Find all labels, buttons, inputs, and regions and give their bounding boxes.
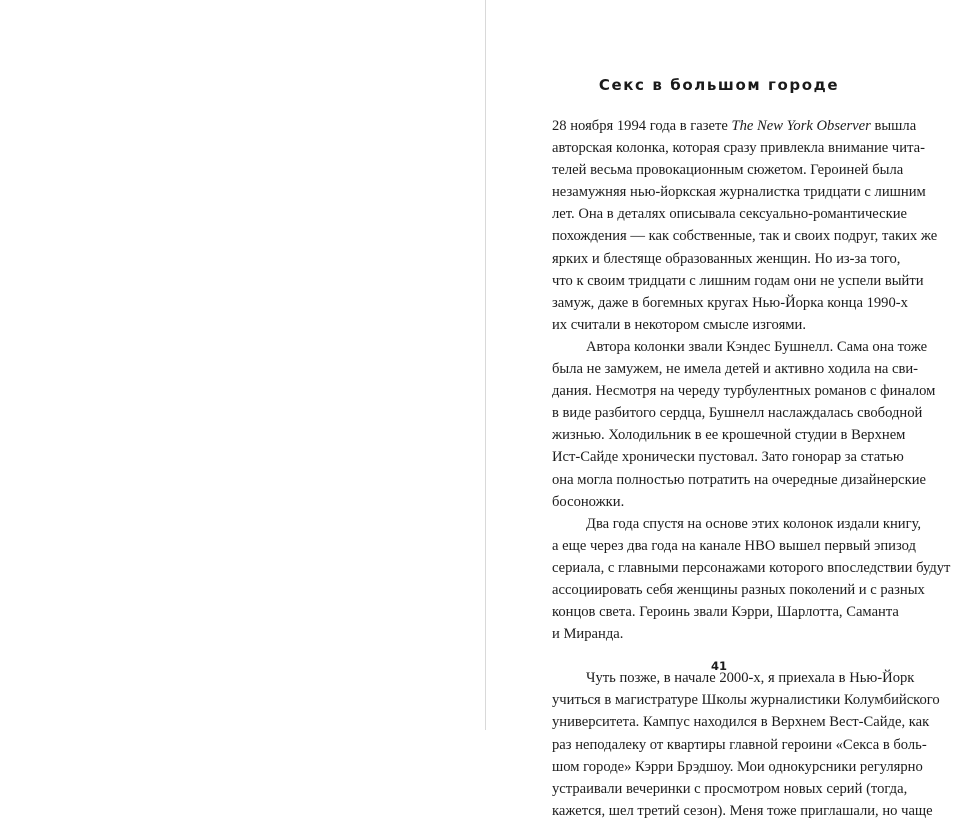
text-line: Автора колонки звали Кэндес Бушнелл. Сама она тоже — [586, 338, 928, 355]
text-line: дания. Несмотря на череду турбулентных романов с финалом — [552, 383, 936, 400]
chapter-title: Секс в большом городе — [598, 76, 840, 94]
text-line: ассоциировать себя женщины разных поколений и с разных — [552, 581, 925, 598]
text-line: авторская колонка, которая сразу привлекла внимание чита- — [552, 140, 925, 157]
text-line: раз неподалеку от квартиры главной героини «Секса в боль- — [552, 736, 927, 753]
paragraph-2 — [552, 336, 936, 513]
text-line: похождения — как собственные, так и своих подруг, таких же — [552, 228, 938, 245]
text-line: босоножки. — [552, 493, 625, 510]
left-page-blank — [0, 0, 485, 730]
right-page — [486, 0, 970, 819]
text-line: Чуть позже, в начале 2000-х, я приехала в Нью-Йорк — [586, 670, 915, 687]
text-line: незамужняя нью-йоркская журналистка тридцати с лишним — [552, 184, 926, 201]
text-line: Ист-Сайде хронически пустовал. Зато гонорар за статью — [552, 449, 904, 466]
paragraph-1 — [552, 115, 938, 336]
page-number: 41 — [710, 659, 727, 673]
text-line: кажется, шел третий сезон). Меня тоже приглашали, но чаще — [552, 802, 933, 819]
text-line: университета. Кампус находился в Верхнем Вест-Сайде, как — [552, 714, 930, 731]
paragraph-3 — [552, 513, 951, 646]
chapter-body — [552, 115, 951, 822]
text-line: Два года спустя на основе этих колонок издали книгу, — [586, 515, 922, 532]
text-line: сериала, с главными персонажами которого впоследствии будут — [552, 559, 951, 576]
text-line: шом городе» Кэрри Брэдшоу. Мои однокурсники регулярно — [552, 758, 923, 775]
text-line: она могла полностью потратить на очередные дизайнерские — [552, 471, 927, 488]
text-line: ярких и блестяще образованных женщин. Но из-за того, — [552, 250, 901, 267]
text-line: а еще через два года на канале HBO вышел первый эпизод — [552, 537, 916, 554]
text-line: была не замужем, не имела детей и активно ходила на сви- — [552, 361, 919, 378]
text-line: в виде разбитого сердца, Бушнелл наслаждалась свободной — [552, 405, 923, 422]
text-line: и Миранда. — [552, 626, 624, 643]
text-line: учиться в магистратуре Школы журналистики Колумбийского — [552, 692, 940, 709]
text-line: концов света. Героинь звали Кэрри, Шарлотта, Саманта — [552, 604, 899, 621]
text-line: жизнью. Холодильник в ее крошечной студии в Верхнем — [552, 427, 906, 444]
text-line: замуж, даже в богемных кругах Нью-Йорка конца 1990-х — [552, 294, 908, 311]
text-line: телей весьма провокационным сюжетом. Героиней была — [552, 162, 904, 179]
text-line: что к своим тридцати с лишним годам они не успели выйти — [552, 272, 924, 289]
text-line: их считали в некотором смысле изгоями. — [552, 316, 806, 333]
italic-title: The New York Observer — [731, 118, 871, 134]
text-line: 28 ноября 1994 года в газете The New York Observer вышла — [552, 118, 917, 134]
paragraph-4 — [552, 667, 940, 822]
text-line: лет. Она в деталях описывала сексуально-романтические — [552, 206, 907, 223]
text-line: устраивали вечеринки с просмотром новых серий (тогда, — [552, 780, 908, 797]
